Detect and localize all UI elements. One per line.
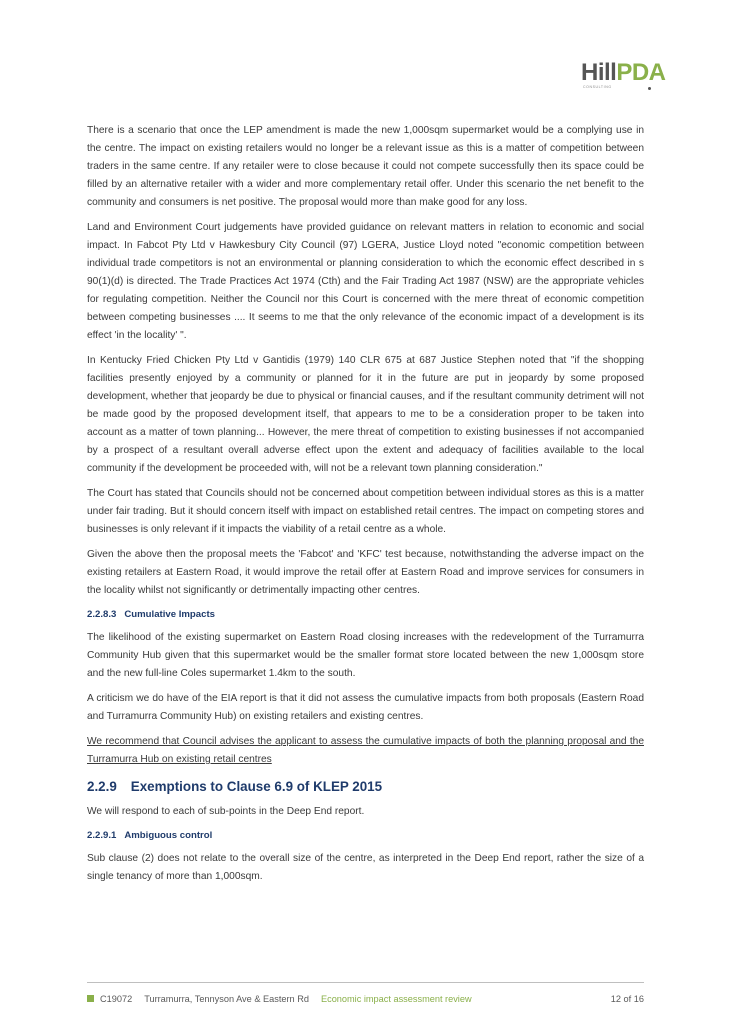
footer-divider [87,982,644,983]
hillpda-logo [581,60,681,94]
subsection-heading [87,828,644,844]
section-heading [87,777,644,797]
heading-title: Cumulative Impacts [124,609,215,620]
logo-wordmark [581,60,666,86]
body-paragraph: We will respond to each of sub-points in the Deep End report. [87,806,365,817]
body-paragraph: There is a scenario that once the LEP amendment is made the new 1,000sqm supermarket would be a complying use in the centre. The impact on existing retailers would no longer be a relevant issue as this is a matter of competition between traders in the same centre. If any retailer were to close because it could not compete successfully then its space could be filled by an alternative retailer with a wider and more complementary retail offer. Under this scenario the net benefit to the community and consumers is net positive. The proposal would more than make good for any loss. [87,125,644,208]
body-paragraph: Sub clause (2) does not relate to the overall size of the centre, as interpreted in the Deep End report, rather the size of a single tenancy of more than 1,000sqm. [87,853,644,882]
footer-project-number: C19072 [100,994,133,1004]
logo-tagline: CONSULTING [583,85,612,89]
heading-number: 2.2.9 [87,779,117,794]
heading-title: Exemptions to Clause 6.9 of KLEP 2015 [130,779,383,794]
recommendation-paragraph: We recommend that Council advises the applicant to assess the cumulative impacts of both the planning proposal and the Turramurra Hub on existing retail centres [87,736,644,765]
footer-square-icon [87,995,94,1002]
heading-number: 2.2.8.3 [87,609,117,620]
footer-project-location: Turramurra, Tennyson Ave & Eastern Rd [144,994,309,1004]
body-paragraph: Land and Environment Court judgements have provided guidance on relevant matters in relation to economic and social impact. In Fabcot Pty Ltd v Hawkesbury City Council (97) LGERA, Justice Lloyd noted "economic competition between individual trade competitors is not an environmental or planning consideration to which the economic effect described in s 90(1)(d) is directed. The Trade Practices Act 1974 (Cth) and the Fair Trading Act 1987 (NSW) are the appropriate vehicles for regulating competition. Neither the Council nor this Court is concerned with the mere threat of economic competition between competing businesses .... It seems to me that the only relevance of the economic impact of a development is its effect 'in the locality' ". [87,222,644,341]
body-paragraph: Given the above then the proposal meets the 'Fabcot' and 'KFC' test because, notwithstanding the adverse impact on the existing retailers at Eastern Road, it would improve the retail offer at Eastern Road and improve services for consumers in the locality whilst not significantly or detrimentally impacting other centres. [87,549,644,596]
body-paragraph: In Kentucky Fried Chicken Pty Ltd v Gantidis (1979) 140 CLR 675 at 687 Justice Stephen noted that "if the shopping facilities presently enjoyed by a community or planned for it in the future are put in jeopardy by some proposed development, whether that jeopardy be due to physical or financial causes, and if the resultant community detriment will not be made good by the proposed development itself, that appears to me to be a consideration proper to be taken into account as a matter of town planning... However, the mere threat of competition to existing businesses if not accompanied by a prospect of a resultant overall adverse effect upon the extent and adequacy of facilities available to the local community if the development be proceeded with, will not be a relevant town planning consideration." [87,355,644,474]
body-paragraph: The Court has stated that Councils should not be concerned about competition between individual stores as this is a matter under fair trading. But it should concern itself with impact on established retail centres. The impact on competing stores and businesses is only relevant if it impacts the viability of a retail centre as a whole. [87,488,644,535]
footer-page-number: 12 of 16 [610,994,644,1004]
subsection-heading [87,607,644,623]
body-paragraph: A criticism we do have of the EIA report is that it did not assess the cumulative impacts from both proposals (Eastern Road and Turramurra Community Hub) on existing retailers and existing centres. [87,693,644,722]
logo-name-accent: PDA [616,59,666,86]
document-body [87,122,644,893]
body-paragraph: The likelihood of the existing supermarket on Eastern Road closing increases with the redevelopment of the Turramurra Community Hub given that this supermarket would be the smaller format store located between the new 1,000sqm store and the new full-line Coles supermarket 1.4km to the south. [87,632,644,679]
logo-dot-icon [648,87,651,90]
footer-document-title: Economic impact assessment review [320,994,472,1004]
heading-title: Ambiguous control [124,830,213,841]
heading-number: 2.2.9.1 [87,830,117,841]
page-footer [87,992,644,1006]
logo-name-dark: Hill [581,59,617,86]
